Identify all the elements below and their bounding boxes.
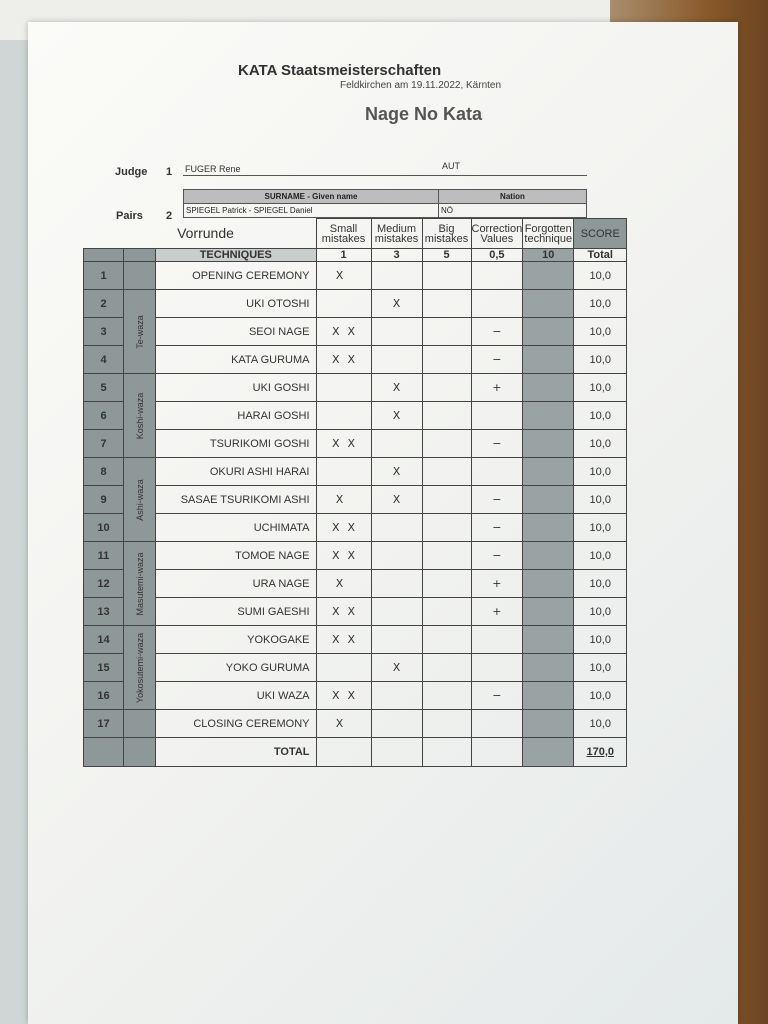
- small-mark: X: [335, 577, 344, 590]
- row-number: 15: [84, 654, 124, 682]
- correction-mark: [471, 654, 523, 682]
- group-cell: [124, 626, 156, 710]
- group-label: Koshi-waza: [134, 392, 145, 439]
- small-mark: X: [347, 437, 356, 450]
- judge-name: FUGER Rene: [185, 164, 241, 174]
- big-mistakes-cell: [422, 458, 471, 486]
- big-mistakes-cell: [422, 626, 471, 654]
- group-cell: [124, 458, 156, 542]
- round-label-cell: [156, 219, 317, 249]
- forgotten-cell: [523, 318, 574, 346]
- correction-mark: [471, 458, 523, 486]
- big-mistakes-cell: [422, 402, 471, 430]
- technique-row: [84, 458, 627, 486]
- forgotten-cell: [523, 514, 574, 542]
- small-mistakes-cell: [316, 402, 371, 430]
- row-number: 13: [84, 598, 124, 626]
- small-mark: X: [347, 549, 356, 562]
- small-mark: X: [335, 493, 344, 506]
- medium-mistakes-mark: [371, 318, 422, 346]
- row-number: 6: [84, 402, 124, 430]
- group-cell: [124, 262, 156, 290]
- medium-mistakes-mark: [371, 598, 422, 626]
- technique-row: [84, 402, 627, 430]
- forgotten-cell: [523, 542, 574, 570]
- medium-mistakes-mark: X: [371, 374, 422, 402]
- judge-underline: [183, 175, 587, 176]
- row-number: 2: [84, 290, 124, 318]
- small-mistakes-cell: [316, 458, 371, 486]
- big-mistakes-cell: [422, 542, 471, 570]
- row-score: 10,0: [574, 402, 627, 430]
- col-correction: Correction Values: [471, 219, 523, 249]
- big-mistakes-cell: [422, 374, 471, 402]
- row-score: 10,0: [574, 374, 627, 402]
- small-mistakes-cell: [316, 542, 371, 570]
- technique-row: [84, 346, 627, 374]
- small-mistakes-cell: [316, 710, 371, 738]
- technique-row: [84, 486, 627, 514]
- row-number: 3: [84, 318, 124, 346]
- small-mark: X: [347, 325, 356, 338]
- row-score: 10,0: [574, 318, 627, 346]
- technique-name: YOKOGAKE: [156, 626, 317, 654]
- technique-row: [84, 626, 627, 654]
- technique-row: [84, 318, 627, 346]
- correction-mark: −: [471, 486, 523, 514]
- small-mistakes-cell: [316, 262, 371, 290]
- technique-name: OKURI ASHI HARAI: [156, 458, 317, 486]
- small-mark: X: [331, 633, 340, 646]
- forgotten-cell: [523, 682, 574, 710]
- pairs-col-nation: Nation: [439, 190, 587, 204]
- forgotten-cell: [523, 486, 574, 514]
- row-number: 12: [84, 570, 124, 598]
- correction-mark: −: [471, 514, 523, 542]
- col-small-weight: 1: [316, 249, 371, 262]
- row-score: 10,0: [574, 290, 627, 318]
- judge-label: Judge: [115, 166, 148, 178]
- row-number: 5: [84, 374, 124, 402]
- medium-mistakes-mark: X: [371, 458, 422, 486]
- row-score: 10,0: [574, 458, 627, 486]
- correction-mark: [471, 626, 523, 654]
- row-score: 10,0: [574, 346, 627, 374]
- medium-mistakes-mark: [371, 570, 422, 598]
- technique-name: SEOI NAGE: [156, 318, 317, 346]
- small-mark: X: [331, 549, 340, 562]
- col-techniques: TECHNIQUES: [156, 249, 317, 262]
- small-mistakes-cell: [316, 570, 371, 598]
- small-mark: X: [331, 353, 340, 366]
- pairs-number: 2: [166, 210, 173, 222]
- total-label: TOTAL: [156, 738, 317, 767]
- medium-mistakes-mark: [371, 710, 422, 738]
- col-big: Big mistakes: [422, 219, 471, 249]
- small-mistakes-cell: [316, 682, 371, 710]
- technique-name: OPENING CEREMONY: [156, 262, 317, 290]
- technique-name: UKI WAZA: [156, 682, 317, 710]
- technique-name: URA NAGE: [156, 570, 317, 598]
- row-score: 10,0: [574, 570, 627, 598]
- big-mistakes-cell: [422, 430, 471, 458]
- medium-mistakes-mark: [371, 542, 422, 570]
- row-score: 10,0: [574, 262, 627, 290]
- medium-mistakes-mark: [371, 346, 422, 374]
- row-number: 4: [84, 346, 124, 374]
- row-score: 10,0: [574, 430, 627, 458]
- correction-mark: −: [471, 346, 523, 374]
- row-number: 9: [84, 486, 124, 514]
- technique-name: HARAI GOSHI: [156, 402, 317, 430]
- small-mark: X: [347, 605, 356, 618]
- group-cell: [124, 374, 156, 458]
- technique-row: [84, 542, 627, 570]
- correction-mark: [471, 402, 523, 430]
- technique-name: YOKO GURUMA: [156, 654, 317, 682]
- row-number: 1: [84, 262, 124, 290]
- technique-name: KATA GURUMA: [156, 346, 317, 374]
- col-small: Small mistakes: [316, 219, 371, 249]
- technique-row: [84, 710, 627, 738]
- group-cell: [124, 710, 156, 738]
- forgotten-cell: [523, 458, 574, 486]
- small-mistakes-cell: [316, 290, 371, 318]
- row-score: 10,0: [574, 654, 627, 682]
- technique-row: [84, 374, 627, 402]
- small-mark: X: [331, 437, 340, 450]
- big-mistakes-cell: [422, 514, 471, 542]
- row-number: 17: [84, 710, 124, 738]
- forgotten-cell: [523, 374, 574, 402]
- small-mark: X: [347, 689, 356, 702]
- score-table: [83, 218, 627, 767]
- pairs-label: Pairs: [116, 210, 143, 222]
- row-score: 10,0: [574, 682, 627, 710]
- forgotten-cell: [523, 290, 574, 318]
- forgotten-cell: [523, 346, 574, 374]
- technique-name: TOMOE NAGE: [156, 542, 317, 570]
- group-label: Yokosutemi-waza: [134, 632, 145, 703]
- technique-row: [84, 570, 627, 598]
- group-cell: [124, 290, 156, 374]
- medium-mistakes-mark: [371, 514, 422, 542]
- judge-number: 1: [166, 166, 173, 178]
- medium-mistakes-mark: [371, 682, 422, 710]
- correction-mark: +: [471, 570, 523, 598]
- col-forgotten: Forgotten technique: [523, 219, 574, 249]
- big-mistakes-cell: [422, 598, 471, 626]
- big-mistakes-cell: [422, 290, 471, 318]
- technique-row: [84, 430, 627, 458]
- col-score: SCORE: [574, 219, 627, 249]
- correction-mark: +: [471, 374, 523, 402]
- col-score-total: Total: [574, 249, 627, 262]
- correction-mark: +: [471, 598, 523, 626]
- big-mistakes-cell: [422, 654, 471, 682]
- col-correction-weight: 0,5: [471, 249, 523, 262]
- col-medium-weight: 3: [371, 249, 422, 262]
- small-mistakes-cell: [316, 430, 371, 458]
- technique-row: [84, 682, 627, 710]
- technique-row: [84, 262, 627, 290]
- medium-mistakes-mark: X: [371, 290, 422, 318]
- small-mark: X: [347, 633, 356, 646]
- technique-row: [84, 654, 627, 682]
- row-score: 10,0: [574, 542, 627, 570]
- medium-mistakes-mark: [371, 626, 422, 654]
- big-mistakes-cell: [422, 710, 471, 738]
- medium-mistakes-mark: X: [371, 402, 422, 430]
- big-mistakes-cell: [422, 486, 471, 514]
- row-score: 10,0: [574, 626, 627, 654]
- pairs-nation: NÖ: [439, 204, 587, 218]
- correction-mark: −: [471, 318, 523, 346]
- big-mistakes-cell: [422, 318, 471, 346]
- forgotten-cell: [523, 654, 574, 682]
- row-score: 10,0: [574, 514, 627, 542]
- col-forgotten-weight: 10: [523, 249, 574, 262]
- technique-name: SUMI GAESHI: [156, 598, 317, 626]
- group-label: Te-waza: [134, 314, 145, 349]
- col-big-weight: 5: [422, 249, 471, 262]
- correction-mark: −: [471, 430, 523, 458]
- technique-name: SASAE TSURIKOMI ASHI: [156, 486, 317, 514]
- row-number: 7: [84, 430, 124, 458]
- small-mark: X: [331, 325, 340, 338]
- pairs-col-name: SURNAME - Given name: [184, 190, 439, 204]
- small-mistakes-cell: [316, 486, 371, 514]
- row-number: 14: [84, 626, 124, 654]
- technique-row: [84, 598, 627, 626]
- small-mark: X: [335, 717, 344, 730]
- small-mark: X: [331, 521, 340, 534]
- technique-name: CLOSING CEREMONY: [156, 710, 317, 738]
- small-mistakes-cell: [316, 374, 371, 402]
- col-medium: Medium mistakes: [371, 219, 422, 249]
- group-label: Ashi-waza: [134, 478, 145, 521]
- medium-mistakes-mark: X: [371, 486, 422, 514]
- group-label: Masutemi-waza: [134, 551, 145, 616]
- big-mistakes-cell: [422, 346, 471, 374]
- big-mistakes-cell: [422, 262, 471, 290]
- forgotten-cell: [523, 598, 574, 626]
- technique-row: [84, 514, 627, 542]
- row-number: 8: [84, 458, 124, 486]
- technique-name: UCHIMATA: [156, 514, 317, 542]
- pairs-name: SPIEGEL Patrick - SPIEGEL Daniel: [184, 204, 439, 218]
- small-mistakes-cell: [316, 514, 371, 542]
- event-title: KATA Staatsmeisterschaften: [238, 62, 442, 79]
- small-mark: X: [331, 605, 340, 618]
- technique-name: TSURIKOMI GOSHI: [156, 430, 317, 458]
- technique-row: [84, 290, 627, 318]
- correction-mark: [471, 262, 523, 290]
- small-mark: X: [335, 269, 344, 282]
- total-value: 170,0: [574, 738, 627, 767]
- row-score: 10,0: [574, 710, 627, 738]
- technique-name: UKI GOSHI: [156, 374, 317, 402]
- medium-mistakes-mark: [371, 430, 422, 458]
- row-score: 10,0: [574, 486, 627, 514]
- correction-mark: −: [471, 542, 523, 570]
- kata-name: Nage No Kata: [365, 104, 483, 124]
- small-mistakes-cell: [316, 318, 371, 346]
- row-number: 10: [84, 514, 124, 542]
- correction-mark: [471, 290, 523, 318]
- row-score: 10,0: [574, 598, 627, 626]
- big-mistakes-cell: [422, 570, 471, 598]
- event-subtitle: Feldkirchen am 19.11.2022, Kärnten: [340, 80, 502, 91]
- small-mistakes-cell: [316, 654, 371, 682]
- row-number: 16: [84, 682, 124, 710]
- forgotten-cell: [523, 262, 574, 290]
- small-mark: X: [347, 521, 356, 534]
- correction-mark: [471, 710, 523, 738]
- small-mark: X: [331, 689, 340, 702]
- correction-mark: −: [471, 682, 523, 710]
- pairs-table: [183, 189, 587, 218]
- forgotten-cell: [523, 430, 574, 458]
- round-label: Vorrunde: [177, 225, 234, 242]
- small-mistakes-cell: [316, 346, 371, 374]
- row-number: 11: [84, 542, 124, 570]
- medium-mistakes-mark: [371, 262, 422, 290]
- group-cell: [124, 542, 156, 626]
- medium-mistakes-mark: X: [371, 654, 422, 682]
- forgotten-cell: [523, 570, 574, 598]
- big-mistakes-cell: [422, 682, 471, 710]
- small-mark: X: [347, 353, 356, 366]
- technique-name: UKI OTOSHI: [156, 290, 317, 318]
- small-mistakes-cell: [316, 626, 371, 654]
- small-mistakes-cell: [316, 598, 371, 626]
- forgotten-cell: [523, 402, 574, 430]
- judge-nation: AUT: [442, 161, 460, 171]
- forgotten-cell: [523, 710, 574, 738]
- forgotten-cell: [523, 626, 574, 654]
